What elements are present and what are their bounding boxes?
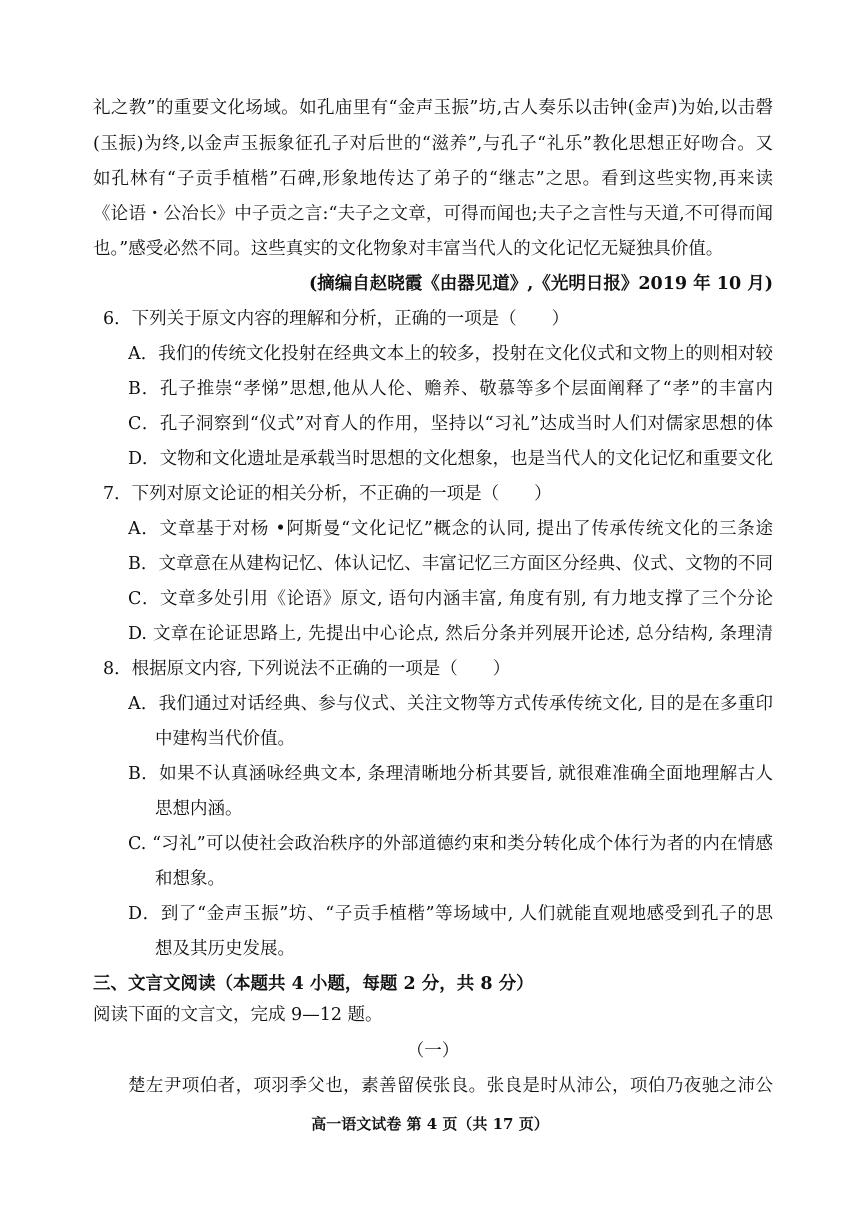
question-8-option-d-line-1: D．到了“金声玉振”坊、“子贡手植楷”等场域中, 人们就能直观地感受到孔子的思 <box>128 904 773 924</box>
section-3-heading: 三、文言文阅读（本题共 4 小题，每题 2 分，共 8 分） <box>93 974 534 994</box>
passage-line-1: 礼之教”的重要文化场域。如孔庙里有“金声玉振”坊,古人奏乐以击钟(金声)为始,以击磬 <box>93 98 773 118</box>
question-7-option-b: B．文章意在从建构记忆、体认记忆、丰富记忆三方面区分经典、仪式、文物的不同 <box>128 554 773 574</box>
passage-line-5: 也。”感受必然不同。这些真实的文化物象对丰富当代人的文化记忆无疑独具价值。 <box>93 239 724 259</box>
question-8-option-c-line-1: C. “习礼”可以使社会政治秩序的外部道德约束和类分转化成个体行为者的内在情感 <box>128 834 773 854</box>
passage-source: (摘编自赵晓霞《由器见道》,《光明日报》2019 年 10 月) <box>309 274 773 294</box>
question-7-stem: 7．下列对原文论证的相关分析，不正确的一项是（ ） <box>103 484 552 504</box>
question-6-stem: 6．下列关于原文内容的理解和分析，正确的一项是（ ） <box>103 309 570 329</box>
section-3-instruction: 阅读下面的文言文，完成 9—12 题。 <box>93 1005 383 1025</box>
question-6-option-a: A．我们的传统文化投射在经典文本上的较多，投射在文化仪式和文物上的则相对较 <box>128 344 773 364</box>
question-8-stem: 8．根据原文内容, 下列说法不正确的一项是（ ） <box>103 659 511 679</box>
question-6-option-c: C．孔子洞察到“仪式”对育人的作用，坚持以“习礼”达成当时人们对儒家思想的体 <box>128 414 773 434</box>
passage-line-3: 如孔林有“子贡手植楷”石碑,形象地传达了弟子的“继志”之思。看到这些实物,再来读 <box>93 169 773 189</box>
passage-line-4: 《论语・公冶长》中子贡之言:“夫子之文章，可得而闻也;夫子之言性与天道,不可得而闻 <box>93 204 773 224</box>
question-7-option-c: C．文章多处引用《论语》原文, 语句内涵丰富, 角度有别, 有力地支撑了三个分论 <box>128 589 773 609</box>
passage-line-2: (玉振)为终,以金声玉振象征孔子对后世的“滋养”,与孔子“礼乐”教化思想正好吻合。又 <box>93 134 773 154</box>
classical-text-line-1: 楚左尹项伯者，项羽季父也，素善留侯张良。张良是时从沛公，项伯乃夜驰之沛公 <box>128 1076 773 1096</box>
question-7-option-d: D. 文章在论证思路上, 先提出中心论点, 然后分条并列展开论述, 总分结构, 条理清 <box>128 624 773 644</box>
question-8-option-b-line-2: 思想内涵。 <box>155 799 243 819</box>
question-8-option-d-line-2: 想及其历史发展。 <box>155 939 295 959</box>
question-6-option-d: D．文物和文化遗址是承载当时思想的文化想象，也是当代人的文化记忆和重要文化 <box>128 449 773 469</box>
question-7-option-a: A．文章基于对杨 •阿斯曼“文化记忆”概念的认同, 提出了传承传统文化的三条途 <box>128 519 773 539</box>
question-8-option-b-line-1: B．如果不认真涵咏经典文本, 条理清晰地分析其要旨, 就很难准确全面地理解古人 <box>128 764 773 784</box>
page-footer: 高一语文试卷 第 4 页（共 17 页） <box>311 1115 549 1133</box>
section-3-part-label: （一） <box>406 1041 460 1061</box>
question-8-option-a-line-1: A．我们通过对话经典、参与仪式、关注文物等方式传承传统文化, 目的是在多重印 <box>128 694 773 714</box>
question-8-option-a-line-2: 中建构当代价值。 <box>155 729 295 749</box>
question-6-option-b: B．孔子推崇“孝悌”思想,他从人伦、赡养、敬慕等多个层面阐释了“孝”的丰富内 <box>128 379 773 399</box>
question-8-option-c-line-2: 和想象。 <box>155 869 225 889</box>
